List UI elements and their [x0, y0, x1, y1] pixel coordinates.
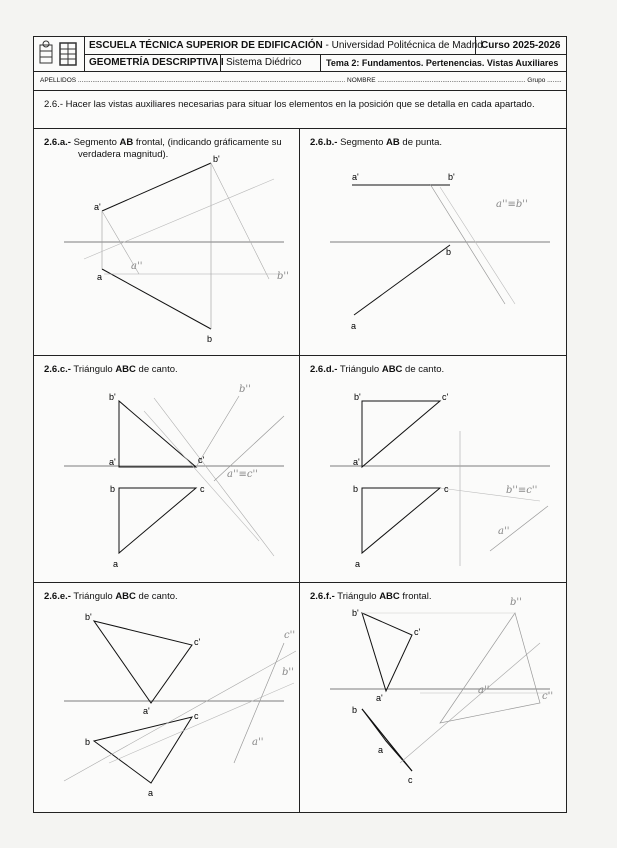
exercise-a-drawing [34, 129, 300, 356]
label-c: c [408, 775, 413, 785]
label-a1: a' [376, 693, 383, 703]
exercise-b [300, 129, 566, 356]
exercise-a-title: 2.6.a.- Segmento AB frontal, (indicando gráficamente su verdadera magnitud). [44, 137, 282, 160]
label-b: b [207, 334, 213, 344]
triangle-top [119, 488, 196, 553]
label-a1: a' [109, 457, 116, 467]
label-b: b [85, 737, 91, 747]
hand-a2: a'' [498, 526, 510, 537]
triangle-front [362, 401, 440, 467]
hand-a2: a'' [252, 737, 264, 748]
label-b1: b' [213, 154, 220, 164]
hand-a-eq-c: a''≡c'' [227, 469, 258, 480]
exercise-c-drawing [34, 356, 300, 583]
hand-b2: b'' [277, 271, 289, 282]
label-c1: c' [442, 392, 449, 402]
exercise-d-drawing [300, 356, 566, 583]
proj-b [211, 163, 269, 279]
topic-name: Tema 2: Fundamentos. Pertenencias. Vistas Auxiliares [321, 54, 566, 71]
hand-a2: a'' [478, 685, 490, 696]
label-a1: a' [143, 706, 150, 716]
grupo-field[interactable]: Grupo ........ [527, 77, 562, 84]
hand-b2: b'' [239, 384, 251, 395]
triangle-top-edge [362, 709, 412, 771]
label-c: c [444, 484, 449, 494]
apellidos-field[interactable]: APELLIDOS .................................................................................................................................................... [40, 77, 346, 84]
triangle-front [362, 613, 412, 691]
exercise-f-title: 2.6.f.- Triángulo ABC frontal. [310, 591, 432, 602]
hand-a-eq-b: a''≡b'' [496, 199, 528, 210]
school-title: ESCUELA TÉCNICA SUPERIOR DE EDIFICACIÓN [89, 40, 323, 51]
label-c1: c' [414, 627, 421, 637]
label-b1: b' [448, 172, 455, 182]
exercise-a [34, 129, 300, 356]
exercise-f [300, 583, 566, 812]
label-b1: b' [85, 612, 92, 622]
label-b: b [110, 484, 116, 494]
exercise-b-title: 2.6.b.- Segmento AB de punta. [310, 137, 443, 148]
instruction-label: 2.6.- Hacer las vistas auxiliares necesarias para situar los elementos en la posición que se detalla en cada apartado. [44, 99, 535, 110]
exercise-c-title: 2.6.c.- Triángulo ABC de canto. [44, 364, 178, 375]
label-b: b [352, 705, 358, 715]
hand-b2: b'' [510, 597, 522, 608]
crest-icon [34, 37, 84, 71]
label-c: c [194, 711, 199, 721]
aux-line-1 [430, 184, 505, 304]
label-a1: a' [94, 202, 101, 212]
label-a: a [355, 559, 361, 569]
hand-b2: b'' [282, 667, 294, 678]
exercise-e [34, 583, 300, 812]
hand-c2: c'' [284, 630, 296, 641]
segment-top [354, 245, 450, 315]
subject-name: GEOMETRÍA DESCRIPTIVA I [84, 54, 221, 71]
exercise-d [300, 356, 566, 583]
triangle-top [362, 488, 440, 553]
segment-top [102, 269, 211, 329]
label-b1: b' [352, 608, 359, 618]
label-a: a [351, 321, 357, 331]
hand-b-eq-c: b''≡c'' [506, 485, 538, 496]
exercise-e-drawing [34, 583, 300, 812]
exercise-e-title: 2.6.e.- Triángulo ABC de canto. [44, 591, 178, 602]
student-fields [34, 71, 566, 91]
label-a: a [378, 745, 384, 755]
label-a1: a' [352, 172, 359, 182]
label-c1: c' [194, 637, 201, 647]
label-b: b [446, 247, 452, 257]
triangle-top [94, 717, 192, 783]
label-a: a [148, 788, 154, 798]
header [34, 37, 566, 72]
worksheet [33, 36, 567, 813]
exercise-d-title: 2.6.d.- Triángulo ABC de canto. [310, 364, 445, 375]
system-name: Sistema Diédrico [221, 54, 321, 71]
school-name [84, 37, 483, 54]
instruction-text [34, 91, 566, 129]
exercise-b-drawing [300, 129, 566, 356]
aux-line-2 [109, 683, 294, 763]
exercise-f-drawing [300, 583, 566, 812]
exercise-c [34, 356, 300, 583]
triangle-front [94, 621, 192, 703]
label-b1: b' [109, 392, 116, 402]
label-b1: b' [354, 392, 361, 402]
label-a: a [113, 559, 119, 569]
label-c: c [200, 484, 205, 494]
label-c1: c' [198, 455, 205, 465]
label-b: b [353, 484, 359, 494]
aux-line-1 [64, 651, 296, 781]
triangle-true-shape [440, 613, 540, 723]
aux-line-1 [400, 643, 540, 763]
label-a1: a' [353, 457, 360, 467]
nombre-field[interactable]: NOMBRE .................................................................................. [347, 77, 526, 84]
school-logo [34, 37, 85, 71]
aux-line [84, 179, 274, 259]
university-name: - Universidad Politécnica de Madrid [322, 40, 483, 51]
label-a: a [97, 272, 103, 282]
segment-front [102, 163, 211, 211]
hand-a2: a'' [131, 261, 143, 272]
course-year: Curso 2025-2026 [481, 40, 561, 51]
hand-c2: c'' [542, 691, 554, 702]
